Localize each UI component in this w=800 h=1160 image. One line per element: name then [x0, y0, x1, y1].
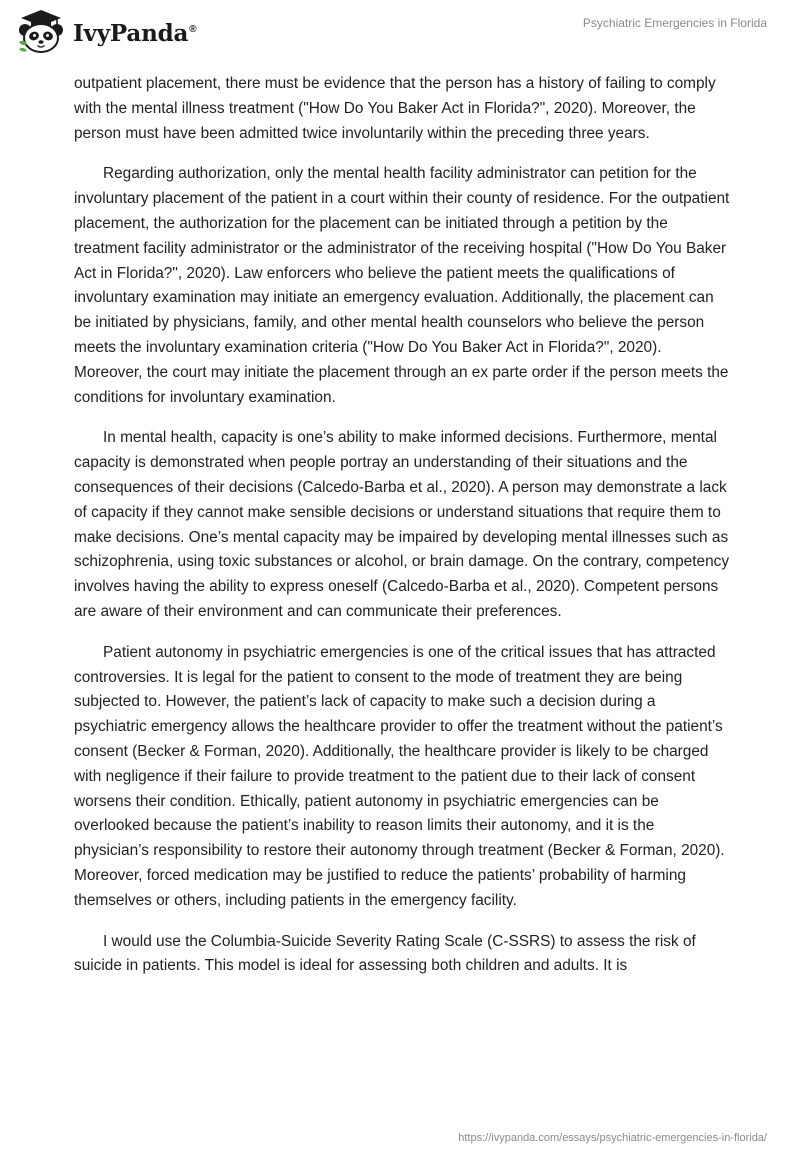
registered-mark: ®: [189, 23, 197, 35]
essay-paragraph: outpatient placement, there must be evidence that the person has a history of failing to comply with the mental illness treatment ("How Do You Baker Act in Florida?", 2020). Moreover, the person must have been admitted twice involuntarily within the preceding three years.: [74, 75, 716, 142]
essay-paragraph: Patient autonomy in psychiatric emergencies is one of the critical issues that has attracted controversies. It is legal for the patient to consent to the mode of treatment they are being subjected to. However, the patient’s lack of capacity to make such a decision during a psychiatric emergency allows the healthcare provider to offer the treatment without the patient’s consent (Becker & Forman, 2020). Additionally, the healthcare provider is likely to be charged with negligence if their failure to provide treatment to the patient due to their lack of consent worsens their condition. Ethically, patient autonomy in psychiatric emergencies can be overlooked because the patient’s inability to reason limits their autonomy, and it is the physician’s responsibility to restore their autonomy through treatment (Becker & Forman, 2020). Moreover, forced medication may be justified to reduce the patients’ probability of harming themselves or others, including patients in the emergency facility.: [74, 643, 725, 909]
brand-name: IvyPanda®: [73, 19, 197, 47]
page-header: [0, 0, 800, 60]
panda-graduation-cap-icon: [15, 8, 67, 54]
document-title: Psychiatric Emergencies in Florida: [582, 16, 767, 30]
essay-paragraph: Regarding authorization, only the mental health facility administrator can petition for the involuntary placement of the patient in a court within their county of residence. For the outpatient placement, the authorization for the placement can be initiated through a petition by the treatment facility administrator or the administrator of the receiving hospital ("How Do You Baker Act in Florida?", 2020). Law enforcers who believe the patient meets the qualifications of involuntary examination may initiate an emergency evaluation. Additionally, the placement can be initiated by physicians, family, and other mental health counselors who believe the person meets the involuntary examination criteria ("How Do You Baker Act in Florida?", 2020). Moreover, the court may initiate the placement through an ex parte order if the person meets the conditions for involuntary examination.: [74, 165, 730, 406]
source-url-link[interactable]: https://ivypanda.com/essays/psychiatric-emergencies-in-florida/: [458, 1132, 767, 1144]
essay-paragraph: In mental health, capacity is one’s ability to make informed decisions. Furthermore, mental capacity is demonstrated when people portray an understanding of their situations and the consequences of their decisions (Calcedo-Barba et al., 2020). A person may demonstrate a lack of capacity if they cannot make sensible decisions or understand situations that require them to make decisions. One’s mental capacity may be impaired by developing mental illnesses such as schizophrenia, using toxic substances or alcohol, or brain damage. On the contrary, competency involves having the ability to express oneself (Calcedo-Barba et al., 2020). Competent persons are aware of their environment and can communicate their preferences.: [74, 429, 730, 620]
ivypanda-logo[interactable]: [15, 8, 196, 54]
essay-paragraph: I would use the Columbia-Suicide Severity Rating Scale (C-SSRS) to assess the risk of suicide in patients. This model is ideal for assessing both children and adults. It is: [74, 932, 696, 975]
essay-body: [74, 72, 730, 995]
